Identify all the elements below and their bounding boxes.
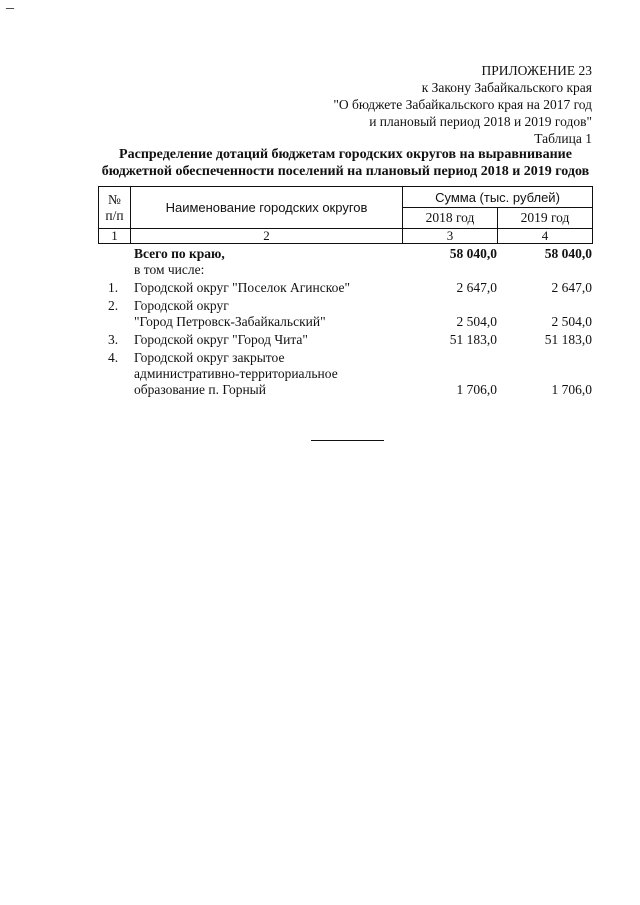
row-2018: 2 647,0 (456, 280, 497, 295)
title-line-2: бюджетной обеспеченности поселений на плановый период 2018 и 2019 годов (101, 164, 590, 179)
row-number: 1. (108, 280, 119, 295)
appendix-number: ПРИЛОЖЕНИЕ 23 (481, 63, 592, 78)
subtotal-note-row (98, 262, 592, 278)
appendix-header (333, 62, 592, 147)
row-name: Городской округ "Город Петровск-Забайкальский" (134, 298, 326, 329)
table-row (98, 298, 592, 330)
row-2019: 51 183,0 (544, 332, 592, 347)
header-num: № п/п (99, 187, 131, 229)
row-2019: 2 647,0 (551, 280, 592, 295)
appendix-law: к Закону Забайкальского края (421, 80, 592, 95)
corner-mark: _ (6, 0, 14, 11)
total-2019: 58 040,0 (544, 246, 592, 261)
row-name: Городской округ "Город Чита" (134, 332, 308, 347)
budget-table (98, 186, 593, 244)
header-year-2019: 2019 год (498, 208, 593, 229)
header-name: Наименование городских округов (131, 187, 403, 229)
colnum-2: 2 (131, 229, 403, 244)
title-line-1: Распределение дотаций бюджетам городских округов на выравнивание (119, 147, 572, 162)
column-numbers-row (99, 229, 593, 244)
row-2018: 51 183,0 (449, 332, 497, 347)
colnum-4: 4 (498, 229, 593, 244)
document-title (98, 146, 593, 180)
row-name: Городской округ закрытое административно-территориальное образование п. Горный (134, 350, 338, 397)
row-2019: 2 504,0 (551, 314, 592, 329)
table-row (98, 350, 592, 398)
row-2019: 1 706,0 (551, 382, 592, 397)
appendix-law-title-cont: и плановый период 2018 и 2019 годов" (369, 114, 592, 129)
row-number: 2. (108, 298, 119, 313)
row-number: 3. (108, 332, 119, 347)
appendix-law-title: "О бюджете Забайкальского края на 2017 год (333, 97, 592, 112)
header-sum: Сумма (тыс. рублей) (403, 187, 593, 208)
table-body (98, 246, 592, 400)
row-name: Городской округ "Поселок Агинское" (134, 280, 351, 295)
header-year-2018: 2018 год (403, 208, 498, 229)
table-number: Таблица 1 (534, 131, 592, 146)
closing-divider (311, 440, 384, 441)
row-number: 4. (108, 350, 119, 365)
including-label: в том числе: (134, 262, 205, 277)
colnum-1: 1 (99, 229, 131, 244)
table-row (98, 332, 592, 348)
total-2018: 58 040,0 (449, 246, 497, 261)
total-label: Всего по краю, (134, 246, 225, 261)
row-2018: 2 504,0 (456, 314, 497, 329)
row-2018: 1 706,0 (456, 382, 497, 397)
total-row (98, 246, 592, 262)
table-row (98, 280, 592, 296)
colnum-3: 3 (403, 229, 498, 244)
